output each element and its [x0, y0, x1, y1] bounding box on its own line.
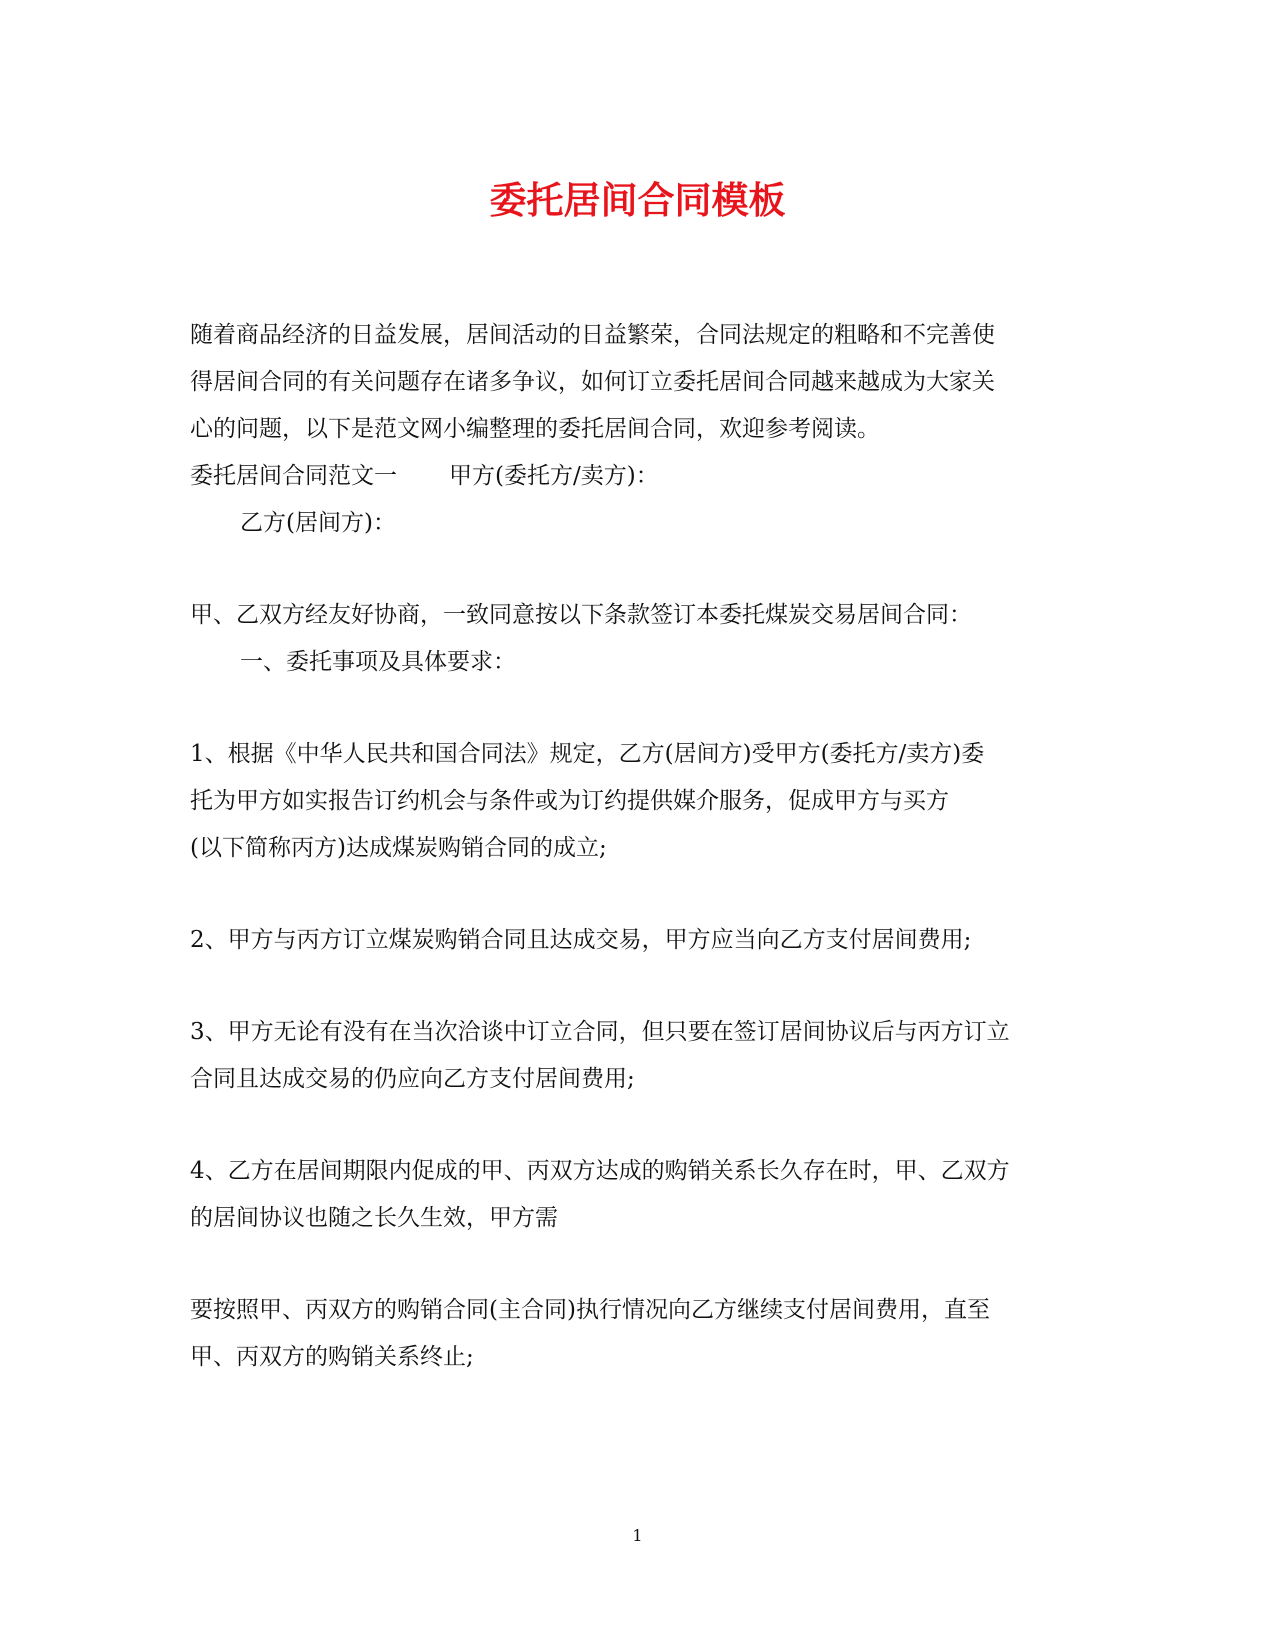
clause-4-line-1: 4、乙方在居间期限内促成的甲、丙双方达成的购销关系长久存在时，甲、乙双方	[190, 1158, 1010, 1184]
intro-line-1: 随着商品经济的日益发展，居间活动的日益繁荣，合同法规定的粗略和不完善使	[190, 322, 995, 348]
clause-4-continued-line-1: 要按照甲、丙双方的购销合同(主合同)执行情况向乙方继续支付居间费用，直至	[190, 1297, 990, 1323]
agreement-statement: 甲、乙双方经友好协商，一致同意按以下条款签订本委托煤炭交易居间合同：	[190, 602, 972, 628]
document-title: 委托居间合同模板	[489, 178, 786, 222]
sample-label: 委托居间合同范文一	[190, 463, 397, 489]
intro-line-2: 得居间合同的有关问题存在诸多争议，如何订立委托居间合同越来越成为大家关	[190, 369, 995, 395]
clause-3-line-2: 合同且达成交易的仍应向乙方支付居间费用;	[190, 1066, 635, 1092]
clause-4-continued-line-2: 甲、丙双方的购销关系终止;	[190, 1344, 474, 1370]
clause-1-line-2: 托为甲方如实报告订约机会与条件或为订约提供媒介服务，促成甲方与买方	[190, 788, 949, 814]
sample-and-party-a-line	[190, 461, 659, 491]
clause-1-line-3: (以下简称丙方)达成煤炭购销合同的成立;	[190, 835, 607, 861]
party-a-label: 甲方(委托方/卖方)：	[449, 463, 659, 489]
page-number: 1	[632, 1526, 643, 1545]
section-heading-1: 一、委托事项及具体要求：	[240, 649, 516, 675]
clause-2-line-1: 2、甲方与丙方订立煤炭购销合同且达成交易，甲方应当向乙方支付居间费用;	[190, 927, 972, 953]
clause-4-line-2: 的居间协议也随之长久生效，甲方需	[190, 1205, 558, 1231]
clause-1-line-1: 1、根据《中华人民共和国合同法》规定，乙方(居间方)受甲方(委托方/卖方)委	[190, 741, 985, 767]
party-b-label: 乙方(居间方)：	[240, 510, 396, 536]
intro-line-3: 心的问题，以下是范文网小编整理的委托居间合同，欢迎参考阅读。	[190, 416, 880, 442]
clause-3-line-1: 3、甲方无论有没有在当次洽谈中订立合同，但只要在签订居间协议后与丙方订立	[190, 1019, 1010, 1045]
